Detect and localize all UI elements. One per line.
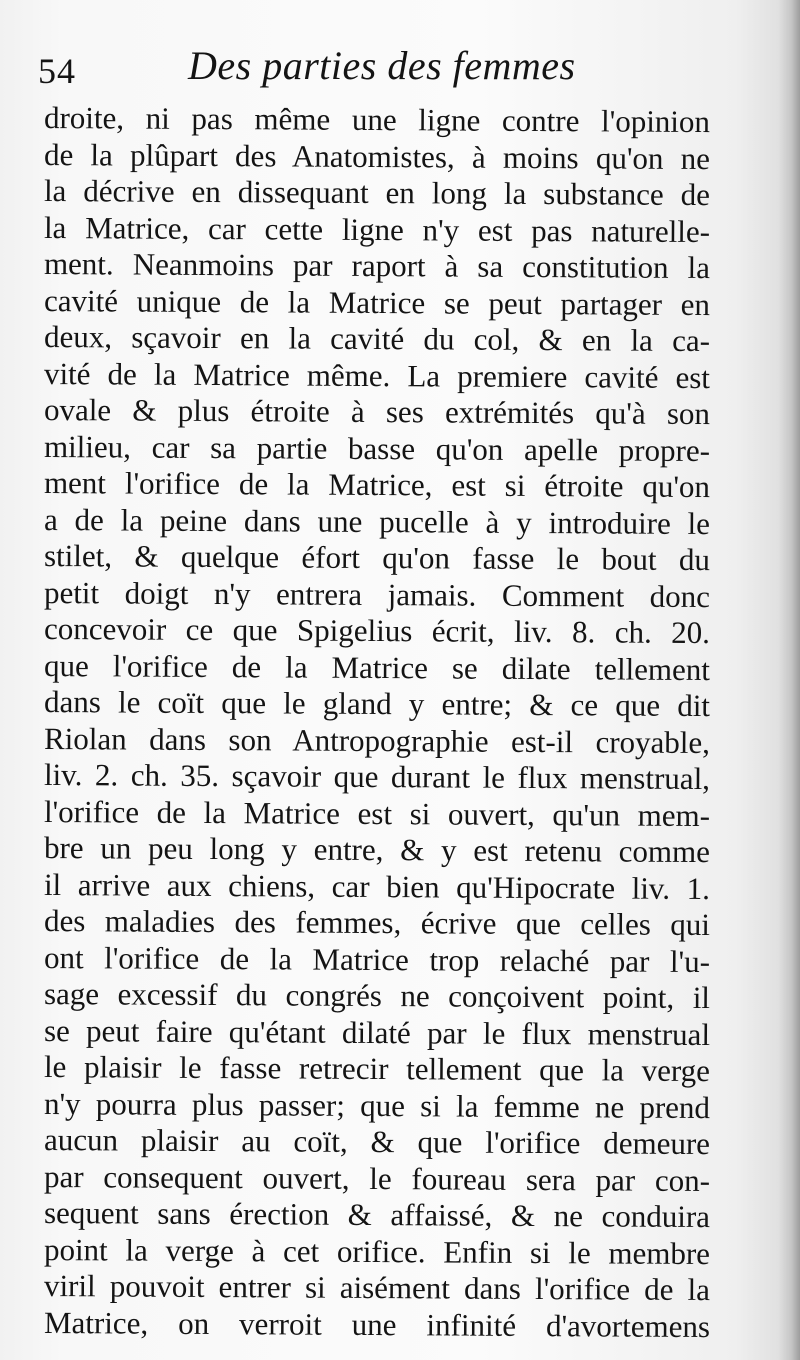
text-line: point la verge à cet orifice. Enfin si le membre	[43, 1231, 711, 1271]
body-text	[43, 100, 711, 1344]
text-line: la Matrice, car cette ligne n'y est pas naturelle-	[43, 209, 711, 249]
text-line: droite, ni pas même une ligne contre l'opinion	[43, 100, 711, 140]
text-line: ont l'orifice de la Matrice trop relaché par l'u-	[43, 939, 711, 979]
page-header	[38, 42, 738, 94]
text-line: concevoir ce que Spigelius écrit, liv. 8. ch. 20.	[43, 611, 711, 651]
text-line: des maladies des femmes, écrive que celles qui	[43, 903, 711, 943]
page-edge-shadow	[778, 0, 800, 1360]
text-line: sequent sans érection & affaissé, & ne conduira	[43, 1195, 711, 1235]
text-line: stilet, & quelque éfort qu'on fasse le bout du	[43, 538, 711, 578]
text-line: n'y pourra plus passer; que si la femme ne prend	[43, 1085, 711, 1125]
text-line: par consequent ouvert, le foureau sera par con-	[43, 1158, 711, 1198]
text-line: aucun plaisir au coït, & que l'orifice demeure	[43, 1122, 711, 1162]
text-line: ment. Neanmoins par raport à sa constitution la	[43, 246, 711, 286]
text-line: Riolan dans son Antropographie est-il croyable,	[43, 720, 711, 760]
text-line: sage excessif du congrés ne conçoivent point, il	[43, 976, 711, 1016]
text-line: Matrice, on verroit une infinité d'avortemens	[43, 1304, 711, 1344]
text-line: le plaisir le fasse retrecir tellement que la verge	[43, 1049, 711, 1089]
text-line: vité de la Matrice même. La premiere cavité est	[43, 355, 711, 395]
text-line: de la plûpart des Anatomistes, à moins qu'on ne	[43, 136, 711, 176]
text-line: deux, sçavoir en la cavité du col, & en la ca-	[43, 319, 711, 359]
text-line: se peut faire qu'étant dilaté par le flux menstrual	[43, 1012, 711, 1052]
text-line: viril pouvoit entrer si aisément dans l'orifice de la	[43, 1268, 711, 1308]
page-number: 54	[38, 51, 76, 91]
text-line: l'orifice de la Matrice est si ouvert, qu'un mem-	[43, 793, 711, 833]
text-line: a de la peine dans une pucelle à y introduire le	[43, 501, 711, 541]
text-line: il arrive aux chiens, car bien qu'Hipocrate liv. 1.	[43, 866, 711, 906]
running-title: Des parties des femmes	[188, 43, 576, 88]
text-line: ment l'orifice de la Matrice, est si étroite qu'on	[43, 465, 711, 505]
text-line: dans le coït que le gland y entre; & ce que dit	[43, 684, 711, 724]
text-line: bre un peu long y entre, & y est retenu comme	[43, 830, 711, 870]
text-line: petit doigt n'y entrera jamais. Comment donc	[43, 574, 711, 614]
text-line: cavité unique de la Matrice se peut partager en	[43, 282, 711, 322]
text-line: ovale & plus étroite à ses extrémités qu'à son	[43, 392, 711, 432]
text-line: milieu, car sa partie basse qu'on apelle propre-	[43, 428, 711, 468]
text-line: liv. 2. ch. 35. sçavoir que durant le flux menstrual,	[43, 757, 711, 797]
text-line: la décrive en dissequant en long la substance de	[43, 173, 711, 213]
text-line: que l'orifice de la Matrice se dilate tellement	[43, 647, 711, 687]
